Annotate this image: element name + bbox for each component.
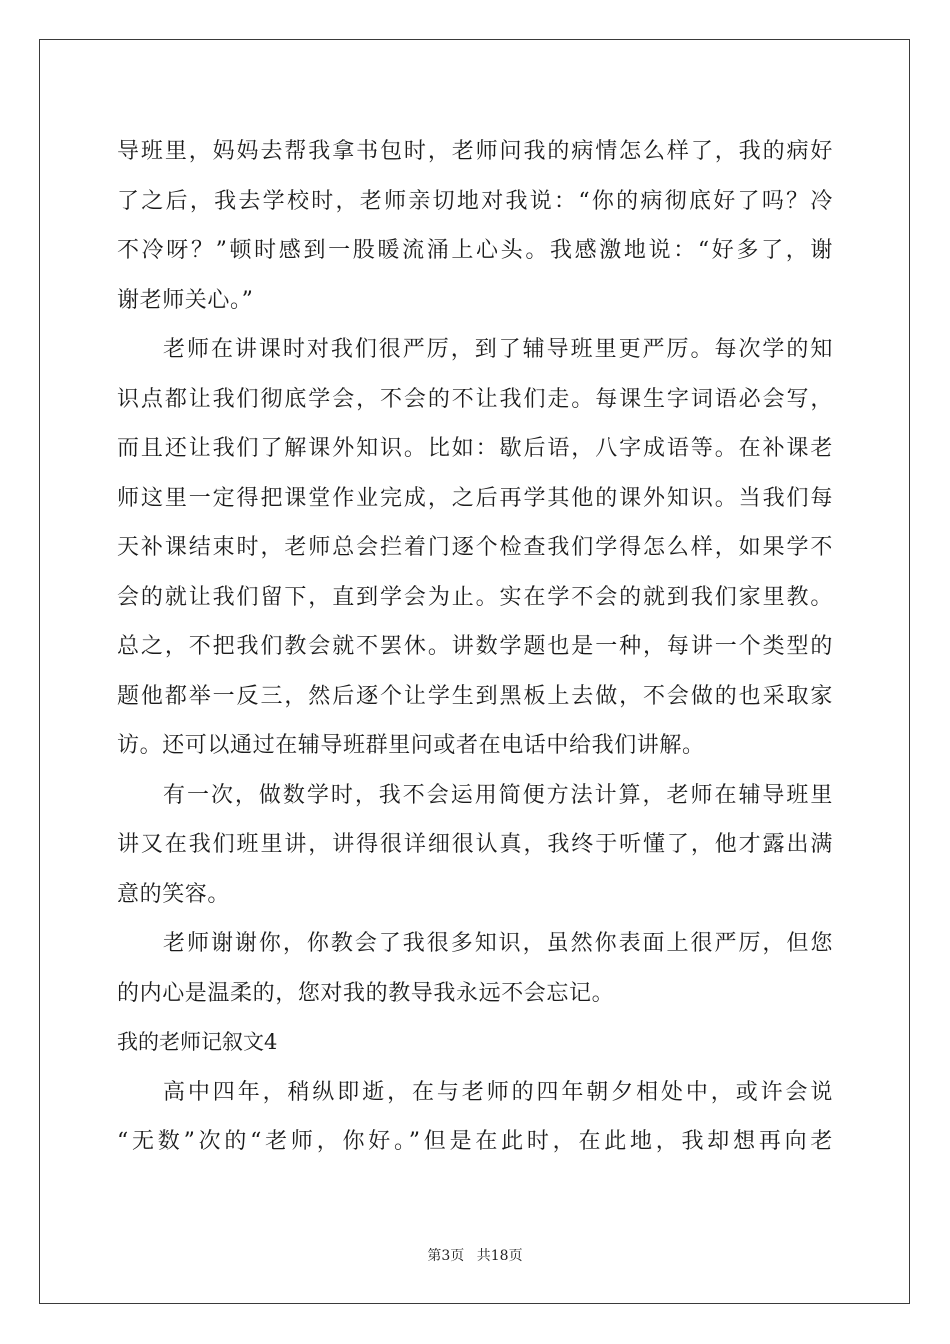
- text-line-3: 不冷呀？”顿时感到一股暖流涌上心头。我感激地说：“好多了，谢: [117, 238, 833, 263]
- page-footer: [0, 1245, 950, 1265]
- text-line-4: 谢老师关心。”: [117, 287, 254, 313]
- text-line-2: 了之后，我去学校时，老师亲切地对我说：“你的病彻底好了吗？冷: [117, 188, 833, 214]
- document-body: [117, 127, 833, 1167]
- paragraph-2-line-9: 访。还可以通过在辅导班群里问或者在电话中给我们讲解。: [117, 733, 705, 758]
- paragraph-2-line-1: 老师在讲课时对我们很严厉，到了辅导班里更严厉。每次学的知: [163, 337, 833, 362]
- paragraph-5-line-2: “无数”次的“老师，你好。”但是在此时，在此地，我却想再向老: [117, 1129, 833, 1154]
- section-heading: 我的老师记叙文4: [117, 1030, 278, 1054]
- paragraph-5-line-1: 高中四年，稍纵即逝，在与老师的四年朝夕相处中，或许会说: [163, 1079, 833, 1105]
- paragraph-3-line-2: 讲又在我们班里讲，讲得很详细很认真，我终于听懂了，他才露出满: [117, 832, 833, 857]
- paragraph-4-line-1: 老师谢谢你，你教会了我很多知识，虽然你表面上很严厉，但您: [163, 931, 833, 956]
- paragraph-2-line-3: 而且还让我们了解课外知识。比如：歇后语，八字成语等。在补课老: [117, 436, 833, 461]
- text-line-1: 导班里，妈妈去帮我拿书包时，老师问我的病情怎么样了，我的病好: [117, 139, 833, 164]
- paragraph-2-line-8: 题他都举一反三，然后逐个让学生到黑板上去做，不会做的也采取家: [117, 683, 833, 709]
- paragraph-2-line-4: 师这里一定得把课堂作业完成，之后再学其他的课外知识。当我们每: [117, 485, 833, 511]
- paragraph-4-line-2: 的内心是温柔的，您对我的教导我永远不会忘记。: [117, 980, 615, 1006]
- page-total: 共18页: [476, 1248, 523, 1264]
- paragraph-3-line-3: 意的笑容。: [117, 881, 231, 907]
- paragraph-3-line-1: 有一次，做数学时，我不会运用简便方法计算，老师在辅导班里: [163, 782, 833, 808]
- paragraph-2-line-5: 天补课结束时，老师总会拦着门逐个检查我们学得怎么样，如果学不: [117, 535, 833, 560]
- paragraph-2-line-6: 会的就让我们留下，直到学会为止。实在学不会的就到我们家里教。: [117, 584, 833, 610]
- page-number: 第3页: [427, 1248, 465, 1264]
- paragraph-2-line-2: 识点都让我们彻底学会，不会的不让我们走。每课生字词语必会写，: [117, 386, 833, 412]
- paragraph-2-line-7: 总之，不把我们教会就不罢休。讲数学题也是一种，每讲一个类型的: [117, 634, 833, 659]
